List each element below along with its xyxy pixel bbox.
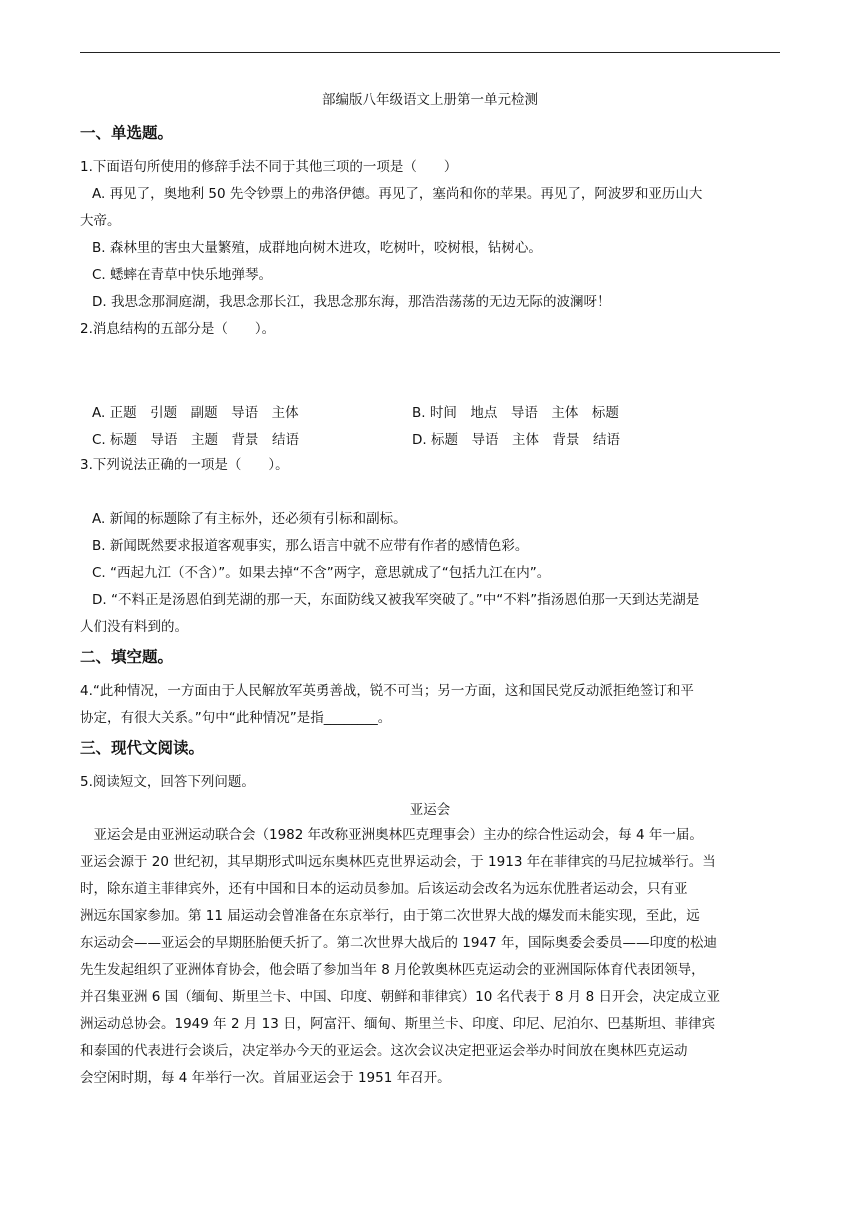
question-2-option-a: A. 正题 引题 副题 导语 主体 [92, 405, 299, 421]
passage-line: 洲远东国家参加。第 11 届运动会曾准备在东京举行，由于第二次世界大战的爆发而未能实现，至此，远 [80, 908, 700, 924]
question-4-line-1: 4.“此种情况，一方面由于人民解放军英勇善战，锐不可当；另一方面，这和国民党反动派拒绝签订和平 [80, 683, 694, 699]
question-5-stem: 5.阅读短文，回答下列问题。 [80, 774, 255, 790]
passage-line: 和泰国的代表进行会谈后，决定举办今天的亚运会。这次会议决定把亚运会举办时间放在奥林匹克运动 [80, 1043, 688, 1059]
section-heading-reading: 三、现代文阅读。 [80, 739, 205, 757]
passage-line: 东运动会——亚运会的早期胚胎便夭折了。第二次世界大战后的 1947 年，国际奥委会委员——印度的松迪 [80, 935, 717, 951]
passage-line: 并召集亚洲 6 国（缅甸、斯里兰卡、中国、印度、朝鲜和菲律宾）10 名代表于 8 月 8 日开会，决定成立亚 [80, 989, 720, 1005]
question-1-option-d: D. 我思念那洞庭湖，我思念那长江，我思念那东海，那浩浩荡荡的无边无际的波澜呀！ [92, 294, 611, 310]
question-2-stem: 2.消息结构的五部分是（ ）。 [80, 321, 276, 337]
document-title: 部编版八年级语文上册第一单元检测 [322, 92, 538, 108]
question-3-option-c: C. “西起九江（不含）”。如果去掉“不含”两字，意思就成了“包括九江在内”。 [92, 565, 551, 581]
question-2-option-b: B. 时间 地点 导语 主体 标题 [412, 405, 619, 421]
question-2-option-d: D. 标题 导语 主体 背景 结语 [412, 432, 620, 448]
section-heading-single-choice: 一、单选题。 [80, 124, 174, 142]
question-1-stem: 1.下面语句所使用的修辞手法不同于其他三项的一项是（ ） [80, 159, 458, 175]
question-3-stem: 3.下列说法正确的一项是（ ）。 [80, 457, 289, 473]
header-rule [80, 52, 780, 53]
question-3-option-d-cont: 人们没有料到的。 [80, 619, 188, 635]
question-1-option-b: B. 森林里的害虫大量繁殖，成群地向树木进攻，吃树叶，咬树根，钻树心。 [92, 240, 542, 256]
passage-line: 亚运会是由亚洲运动联合会（1982 年改称亚洲奥林匹克理事会）主办的综合性运动会，每 4 年一届。 [80, 827, 703, 843]
question-1-option-c: C. 蟋蟀在青草中快乐地弹琴。 [92, 267, 273, 283]
passage-line: 会空闲时期，每 4 年举行一次。首届亚运会于 1951 年召开。 [80, 1070, 451, 1086]
passage-title: 亚运会 [409, 802, 451, 818]
passage-line: 洲运动总协会。1949 年 2 月 13 日，阿富汗、缅甸、斯里兰卡、印度、印尼、尼泊尔、巴基斯坦、菲律宾 [80, 1016, 716, 1032]
passage-line: 先生发起组织了亚洲体育协会，他会晤了参加当年 8 月伦敦奥林匹克运动会的亚洲国际体育代表团领导， [80, 962, 705, 978]
section-heading-fill-blank: 二、填空题。 [80, 648, 174, 666]
passage-line: 亚运会源于 20 世纪初，其早期形式叫远东奥林匹克世界运动会，于 1913 年在菲律宾的马尼拉城举行。当 [80, 854, 716, 870]
question-1-option-a: A. 再见了，奥地利 50 先令钞票上的弗洛伊德。再见了，塞尚和你的苹果。再见了，阿波罗和亚历山大 [92, 186, 703, 202]
question-1-option-a-cont: 大帝。 [80, 213, 121, 229]
question-2-option-c: C. 标题 导语 主题 背景 结语 [92, 432, 300, 448]
question-4-line-2: 协定，有很大关系。”句中“此种情况”是指________。 [80, 710, 392, 726]
question-3-option-d: D. “不料正是汤恩伯到芜湖的那一天，东面防线又被我军突破了。”中“不料”指汤恩伯那一天到达芜湖是 [92, 592, 700, 608]
question-3-option-b: B. 新闻既然要求报道客观事实，那么语言中就不应带有作者的感情色彩。 [92, 538, 529, 554]
question-3-option-a: A. 新闻的标题除了有主标外，还必须有引标和副标。 [92, 511, 407, 527]
passage-line: 时，除东道主菲律宾外，还有中国和日本的运动员参加。后该运动会改名为远东优胜者运动会，只有亚 [80, 881, 688, 897]
